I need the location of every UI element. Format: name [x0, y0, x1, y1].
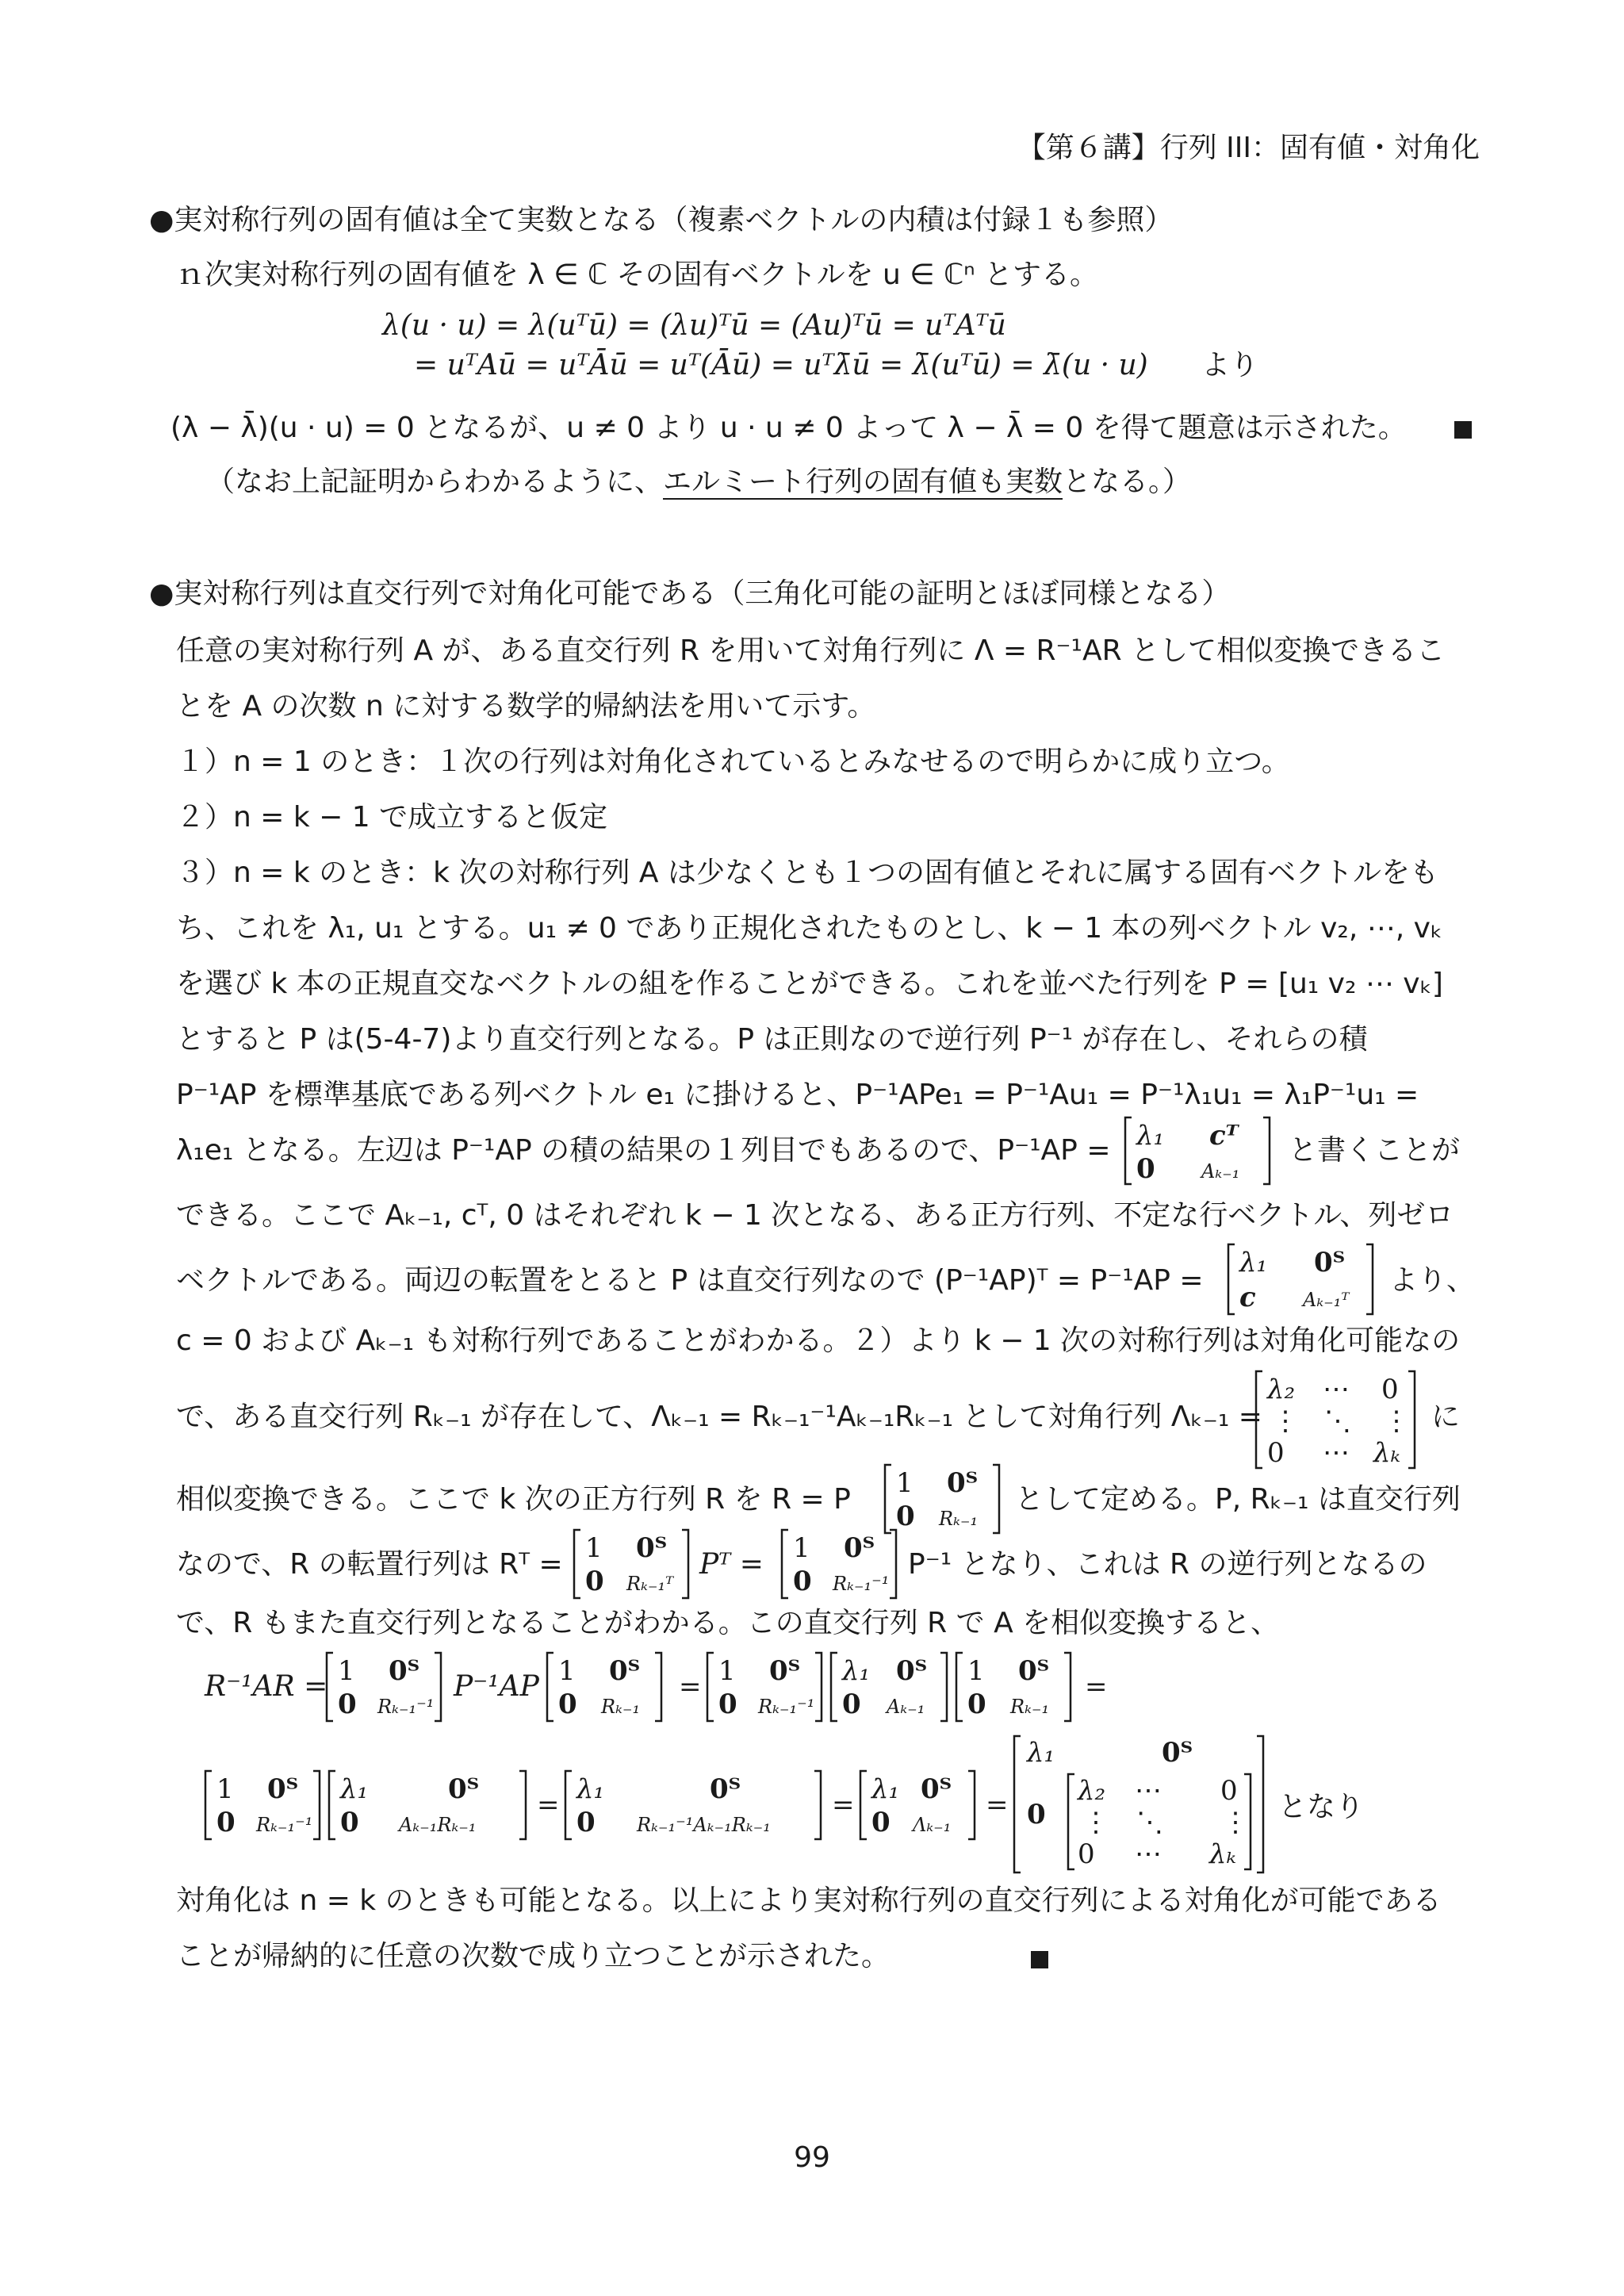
line-7: を選び k 本の正規直交なベクトルの組を作ることができる。これを並べた行列を P = [u₁ v₂ ⋯ vₖ] [176, 968, 1443, 1000]
svg-text:0: 0 [896, 1501, 915, 1532]
line-17: で、R もまた直交行列となることがわかる。この直交行列 R で A を相似変換すると、 [176, 1607, 1280, 1639]
svg-text:λ₁: λ₁ [576, 1773, 605, 1805]
line-15: 相似変換できる。ここで k 次の正方行列 R を R = P [176, 1483, 851, 1516]
line-18: 対角化は n = k のときも可能となる。以上により実対称行列の直交行列による対角化が可能である [176, 1884, 1442, 1917]
svg-text:=: = [832, 1789, 855, 1821]
eq-row1-m2 [544, 1650, 671, 1724]
line-10-suffix: と書くことが [1289, 1134, 1461, 1167]
svg-text:Rₖ₋₁⁻¹: Rₖ₋₁⁻¹ [377, 1696, 435, 1718]
svg-text:1: 1 [793, 1532, 810, 1564]
line-16-PT: Pᵀ = [699, 1548, 764, 1581]
svg-text:Rₖ₋₁⁻¹: Rₖ₋₁⁻¹ [256, 1814, 313, 1836]
svg-text:0ᵀ: 0ᵀ [769, 1655, 801, 1687]
svg-text:0ᵀ: 0ᵀ [448, 1773, 480, 1805]
svg-text:0: 0 [558, 1688, 577, 1720]
section1-note: （なお上記証明からわかるように、エルミート行列の固有値も実数となる。） [206, 466, 1192, 498]
svg-text:⋯: ⋯ [1323, 1374, 1350, 1405]
eq-row2 [202, 1733, 1265, 1876]
svg-text:1: 1 [558, 1655, 576, 1687]
svg-text:⋱: ⋱ [1136, 1807, 1163, 1838]
svg-text:=: = [986, 1789, 1009, 1821]
eq-row1-PAP: P⁻¹AP [454, 1670, 539, 1703]
eq-row2-suffix: となり [1278, 1791, 1365, 1823]
svg-text:⋮: ⋮ [1222, 1807, 1249, 1838]
svg-text:λₖ: λₖ [1209, 1838, 1236, 1870]
svg-text:⋱: ⋱ [1324, 1405, 1351, 1437]
svg-text:Rₖ₋₁: Rₖ₋₁ [939, 1508, 979, 1530]
svg-text:Aₖ₋₁ᵀ: Aₖ₋₁ᵀ [1303, 1289, 1350, 1311]
svg-text:0ᵀ: 0ᵀ [267, 1773, 299, 1805]
svg-text:1: 1 [216, 1773, 234, 1805]
section2-title: ●実対称行列は直交行列で対角化可能である（三角化可能の証明とほぼ同様となる） [149, 577, 1231, 610]
svg-text:λₖ: λₖ [1373, 1437, 1400, 1469]
svg-text:λ₁: λ₁ [871, 1773, 900, 1805]
svg-text:0ᵀ: 0ᵀ [609, 1655, 641, 1687]
svg-text:1: 1 [338, 1655, 355, 1687]
line-9: P⁻¹AP を標準基底である列ベクトル e₁ に掛けると、P⁻¹APe₁ = P⁻¹Au₁ = P⁻¹λ₁u₁ = λ₁P⁻¹u₁ = [176, 1079, 1419, 1111]
svg-text:0: 0 [338, 1688, 357, 1720]
svg-text:0: 0 [842, 1688, 861, 1720]
svg-text:Rₖ₋₁ᵀ: Rₖ₋₁ᵀ [626, 1573, 674, 1595]
svg-text:Aₖ₋₁Rₖ₋₁: Aₖ₋₁Rₖ₋₁ [399, 1814, 477, 1836]
qed-mark-2 [1031, 1951, 1048, 1968]
matrix-block-PAP [1122, 1114, 1281, 1187]
section1-conclusion: (λ − λ̄)(u · u) = 0 となるが、u ≠ 0 より u · u ≠ 0 よって λ − λ̄ = 0 を得て題意は示された。 [170, 412, 1407, 444]
svg-text:c: c [1239, 1282, 1256, 1313]
svg-text:0ᵀ: 0ᵀ [947, 1467, 979, 1499]
svg-text:⋮: ⋮ [1383, 1405, 1410, 1437]
svg-text:cᵀ: cᵀ [1209, 1120, 1239, 1152]
svg-text:0: 0 [1381, 1374, 1399, 1405]
svg-text:0: 0 [793, 1566, 812, 1597]
line-16-suffix: P⁻¹ となり、これは R の逆行列となるの [908, 1548, 1427, 1581]
line-3: １）n = 1 のとき：１次の行列は対角化されているとみなせるので明らかに成り立つ。 [176, 746, 1290, 778]
line-16: なので、R の転置行列は Rᵀ = [176, 1548, 563, 1581]
svg-text:0ᵀ: 0ᵀ [896, 1655, 928, 1687]
line-11: できる。ここで Aₖ₋₁, cᵀ, 0 はそれぞれ k − 1 次となる、ある正方行列、不定な行ベクトル、列ゼロ [176, 1199, 1454, 1232]
svg-text:0: 0 [1267, 1437, 1285, 1469]
svg-text:⋯: ⋯ [1323, 1437, 1350, 1469]
svg-text:λ₁: λ₁ [340, 1773, 369, 1805]
svg-text:0ᵀ: 0ᵀ [1018, 1655, 1050, 1687]
underlined-phrase: エルミート行列の固有値も実数 [663, 466, 1063, 498]
matrix-RT-block [571, 1527, 698, 1601]
svg-text:λ₁: λ₁ [842, 1655, 871, 1687]
svg-text:⋯: ⋯ [1135, 1775, 1162, 1807]
section1-eq2-suffix: より [1201, 349, 1259, 381]
svg-text:Rₖ₋₁: Rₖ₋₁ [601, 1696, 641, 1718]
svg-text:0: 0 [576, 1807, 596, 1838]
svg-text:Λₖ₋₁: Λₖ₋₁ [913, 1814, 952, 1836]
eq-row1-lhs: R⁻¹AR = [205, 1670, 328, 1703]
svg-text:0ᵀ: 0ᵀ [1314, 1247, 1346, 1278]
page-header: 【第６講】行列 III：固有値・対角化 [1017, 132, 1480, 164]
line-14-suffix: に [1431, 1401, 1461, 1433]
svg-text:0ᵀ: 0ᵀ [710, 1773, 741, 1805]
svg-text:1: 1 [967, 1655, 985, 1687]
svg-text:λ₁: λ₁ [1027, 1737, 1055, 1769]
svg-text:0: 0 [1078, 1838, 1095, 1870]
line-13: c = 0 および Aₖ₋₁ も対称行列であることがわかる。２）より k − 1 次の対称行列は対角化可能なの [176, 1324, 1461, 1357]
svg-text:1: 1 [585, 1532, 603, 1564]
svg-text:0: 0 [1136, 1153, 1155, 1185]
svg-text:0ᵀ: 0ᵀ [389, 1655, 420, 1687]
matrix-block-PAP-transpose [1225, 1241, 1384, 1317]
svg-text:0: 0 [216, 1807, 236, 1838]
section1-eq2: = uᵀAū = uᵀĀū = uᵀ(Āū) = uᵀλ̄ū = λ̄(uᵀū) = λ̄(u · u) [414, 349, 1148, 381]
svg-text:⋮: ⋮ [1082, 1807, 1109, 1838]
svg-text:0: 0 [340, 1807, 359, 1838]
svg-text:0ᵀ: 0ᵀ [1162, 1737, 1193, 1769]
svg-text:Rₖ₋₁⁻¹: Rₖ₋₁⁻¹ [758, 1696, 815, 1718]
section1-title: ●実対称行列の固有値は全て実数となる（複素ベクトルの内積は付録１も参照） [149, 204, 1174, 236]
svg-text:λ₁: λ₁ [1136, 1120, 1165, 1152]
svg-text:Rₖ₋₁⁻¹: Rₖ₋₁⁻¹ [833, 1573, 890, 1595]
line-12-suffix: より、 [1389, 1264, 1476, 1297]
svg-text:0ᵀ: 0ᵀ [844, 1532, 875, 1564]
line-12: ベクトルである。両辺の転置をとると P は直交行列なので (P⁻¹AP)ᵀ = P⁻¹AP = [176, 1264, 1204, 1297]
section1-intro: ｎ次実対称行列の固有値を λ ∈ ℂ その固有ベクトルを u ∈ ℂⁿ とする。 [176, 259, 1099, 291]
matrix-Rinv-block [779, 1527, 906, 1601]
svg-text:Rₖ₋₁: Rₖ₋₁ [1010, 1696, 1050, 1718]
svg-text:0: 0 [585, 1566, 604, 1597]
svg-text:=: = [1085, 1671, 1108, 1703]
svg-text:1: 1 [718, 1655, 736, 1687]
svg-text:1: 1 [896, 1467, 914, 1499]
line-1: 任意の実対称行列 A が、ある直交行列 R を用いて対角行列に Λ = R⁻¹AR として相似変換できるこ [176, 634, 1446, 667]
line-4: ２）n = k − 1 で成立すると仮定 [176, 801, 608, 834]
line-5: ３）n = k のとき：k 次の対称行列 A は少なくとも１つの固有値とそれに属する固有ベクトルをも [176, 857, 1438, 889]
line-14: で、ある直交行列 Rₖ₋₁ が存在して、Λₖ₋₁ = Rₖ₋₁⁻¹Aₖ₋₁Rₖ₋₁ として対角行列 Λₖ₋₁ = [176, 1401, 1262, 1433]
svg-text:0ᵀ: 0ᵀ [636, 1532, 668, 1564]
svg-text:λ₂: λ₂ [1267, 1374, 1296, 1405]
page-number: 99 [794, 2141, 830, 2174]
line-6: ち、これを λ₁, u₁ とする。u₁ ≠ 0 であり正規化されたものとし、k − 1 本の列ベクトル v₂, ⋯, vₖ [176, 912, 1443, 945]
svg-text:0: 0 [718, 1688, 737, 1720]
matrix-R-block [882, 1462, 1009, 1536]
svg-text:⋯: ⋯ [1135, 1838, 1162, 1870]
line-19: ことが帰納的に任意の次数で成り立つことが示された。 [176, 1940, 891, 1972]
line-10: λ₁e₁ となる。左辺は P⁻¹AP の積の結果の１列目でもあるので、P⁻¹AP = [176, 1134, 1111, 1167]
svg-text:Aₖ₋₁: Aₖ₋₁ [1201, 1160, 1240, 1182]
qed-mark-1 [1454, 421, 1472, 439]
svg-text:Aₖ₋₁: Aₖ₋₁ [887, 1696, 925, 1718]
svg-text:0: 0 [967, 1688, 986, 1720]
svg-text:Rₖ₋₁⁻¹Aₖ₋₁Rₖ₋₁: Rₖ₋₁⁻¹Aₖ₋₁Rₖ₋₁ [637, 1814, 771, 1836]
svg-text:=: = [679, 1671, 702, 1703]
eq-row1-m1 [324, 1650, 450, 1724]
svg-text:⋮: ⋮ [1272, 1405, 1299, 1437]
svg-text:0: 0 [871, 1807, 891, 1838]
line-2: とを A の次数 n に対する数学的帰納法を用いて示す。 [176, 690, 876, 723]
svg-text:0: 0 [1220, 1775, 1238, 1807]
svg-text:λ₂: λ₂ [1078, 1775, 1106, 1807]
line-8: とすると P は(5-4-7)より直交行列となる。P は正則なので逆行列 P⁻¹ が存在し、それらの積 [176, 1023, 1368, 1056]
svg-text:0ᵀ: 0ᵀ [921, 1773, 952, 1805]
section1-eq1: λ(u · u) = λ(uᵀū) = (λu)ᵀū = (Au)ᵀū = uᵀAᵀū [382, 309, 1006, 342]
svg-text:0: 0 [1027, 1799, 1046, 1830]
svg-text:λ₁: λ₁ [1239, 1247, 1268, 1278]
eq-row1-rhs [672, 1650, 1188, 1724]
line-15-suffix: として定める。P, Rₖ₋₁ は直交行列 [1015, 1483, 1461, 1516]
matrix-diagonal-Lambda [1253, 1368, 1423, 1471]
svg-text:=: = [537, 1789, 560, 1821]
